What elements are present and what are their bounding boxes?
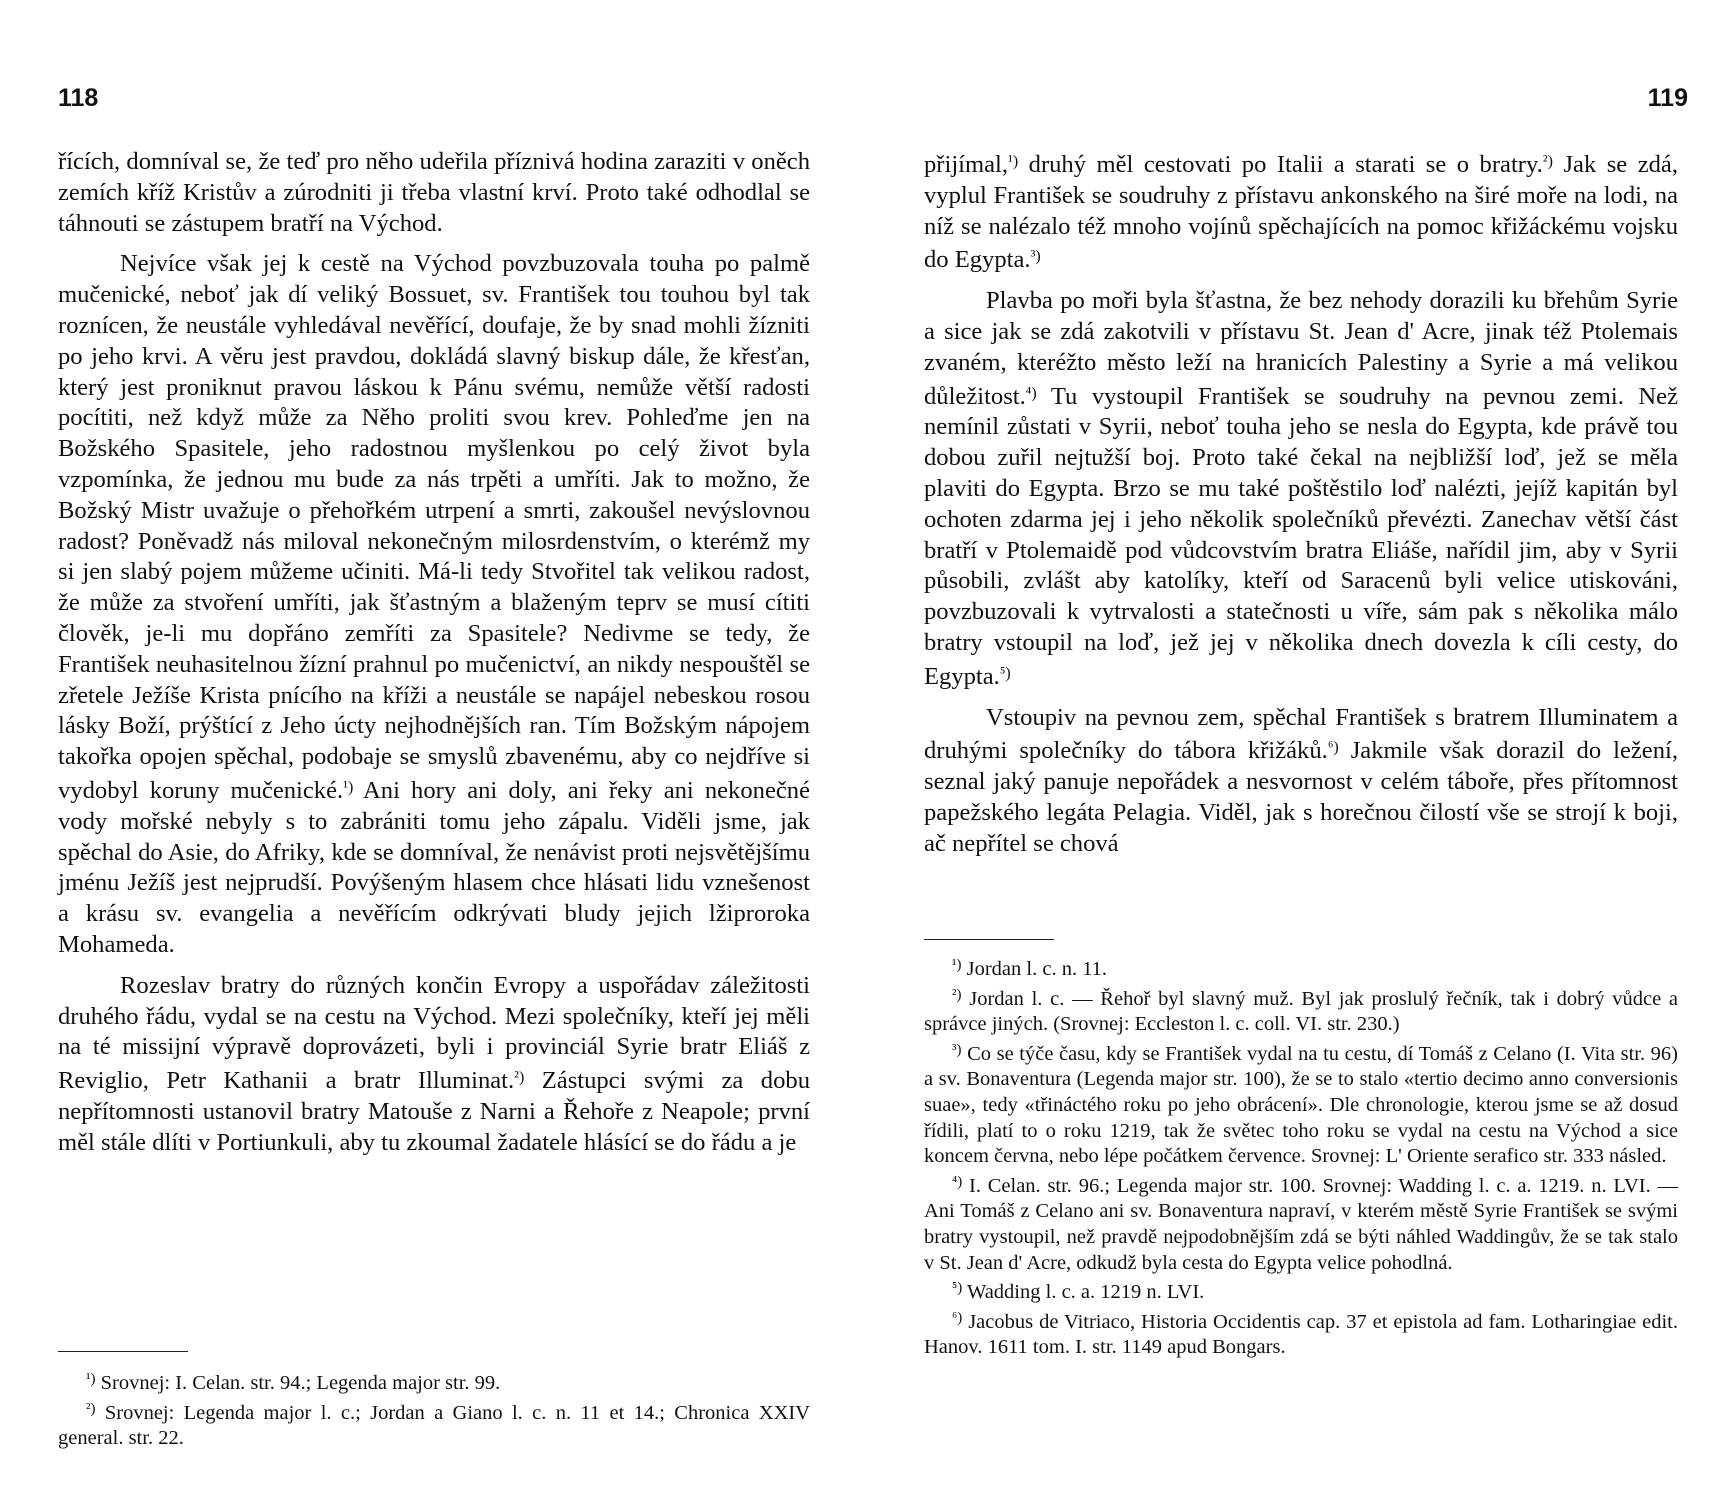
footnote-mark: ¹) <box>952 957 962 973</box>
footnote-ref: ¹) <box>1008 153 1019 170</box>
paragraph-text: Tu vystoupil František se soudruhy na pevnou zemi. Než nemínil zůstati v Syrii, neboť touha jeho se nesla do Egypta, kde právě tou dobou zuřil nejtužší boj. Proto také čekal na nejbližší loď, jež se měla plaviti do Egypta. Brzo se mu také poštěstilo loď nalézti, jejíž kapitán byl ochoten zdarma jej i jeho několik společníků převézti. Zanechav větší část bratří v Ptolemaidě pod vůdcovstvím bratra Eliáše, nařídil jim, aby v Syrii působili, zvlášt aby katolíky, kteří od Saracenů byli velice utiskováni, povzbuzovali k vytrvalosti a statečnosti u víře, sám pak s několika málo bratry vstoupil na loď, jež jej v několika dnech dovezla k cíli cesty, do Egypta. <box>924 382 1678 690</box>
footnote-text: Jacobus de Vitriaco, Historia Occidentis cap. 37 et epistola ad fam. Lotharingiae edit. Hanov. 1611 tom. I. str. 1149 apud Bongars. <box>924 1310 1678 1359</box>
footnote-ref: ²) <box>514 1069 525 1087</box>
footnote <box>924 1276 1678 1306</box>
footnote-mark: ³) <box>952 1041 962 1058</box>
footnote-mark: ²) <box>952 986 962 1003</box>
page-number: 119 <box>1647 84 1688 112</box>
page-number: 118 <box>58 84 99 112</box>
footnote-divider <box>924 939 1054 940</box>
footnote <box>924 1306 1678 1361</box>
paragraph-text: Nejvíce však jej k cestě na Východ povzbuzovala touha po palmě mučenické, neboť jak dí veliký Bossuet, sv. František tou touhou byl tak roznícen, že neustále vyhledával nevěřící, doufaje, že by snad mohli žízniti po jeho krvi. A věru jest pravdou, dokládá slavný biskup dále, že křesťan, který jest proniknut pravou láskou k Pánu svému, nemůže větší radosti pocítiti, než když může za Něho proliti svou krev. Pohleďme jen na Božského Spasitele, jeho radostnou myšlenkou po celý život byla vzpomínka, že jednou mu bude za nás trpěti a umříti. Jak to možno, že Božský Mistr uvažuje o přehořkém utrpení a smrti, zakoušel nevýslovnou radost? Poněvadž nás miloval nekonečným milosrdenstvím, o kterémž my si jen slabý pojem můžeme učiniti. Má-li tedy Stvořitel tak velikou radost, že může za stvoření umříti, jak šťastným a blaženým teprv se musí cítiti člověk, je-li mu dopřáno zemříti za Spasitele? Nedivme se tedy, že František neuhasitelnou žízní prahnul po mučenictví, an nikdy nespouštěl se zřetele Ježíše Krista pnícího na kříži a neustále se napájel nebeskou rosou lásky Boží, prýštící z Jeho úcty nejhodnějších ran. Tím Božským nápojem takořka opojen spěchal, podobaje se smyslů zbavenému, aby co nejdříve si vydobyl koruny mučenické. <box>58 250 810 804</box>
body-text <box>924 147 1678 860</box>
footnote <box>58 1367 810 1397</box>
paragraph-text: Zástupci svými za dobu nepřítomnosti ustanovil bratry Matouše z Narni a Řehoře z Neapole; první měl stále dlíti v Portiunkuli, aby tu zkoumal žadatele hlásící se do řádu a je <box>58 1067 810 1156</box>
footnote-mark: ¹) <box>86 1371 96 1387</box>
paragraph-text: Jak se zdá, vyplul František se soudruhy z přístavu ankonského na širé moře na lodi, na níž se nalézalo též mnoho vojínů spěchajících na pomoc křižáckému vojsku do Egypta. <box>924 151 1678 274</box>
paragraph <box>58 249 810 960</box>
footnote-text: Srovnej: Legenda major l. c.; Jordan a Giano l. c. n. 11 et 14.; Chronica XXIV general. str. 22. <box>58 1401 810 1450</box>
footnote <box>924 1170 1678 1276</box>
footnote <box>58 1397 810 1452</box>
footnote-mark: ⁵) <box>952 1280 963 1297</box>
footnote <box>924 1038 1678 1170</box>
footnote-text: Jordan l. c. — Řehoř byl slavný muž. Byl jak proslulý řečník, tak i dobrý vůdce a správce jiných. (Srovnej: Eccleston l. c. coll. VI. str. 230.) <box>924 987 1679 1036</box>
body-text <box>58 147 810 1159</box>
paragraph-text: Jakmile však dorazil do ležení, seznal jaký panuje nepořádek a nesvornost v celém táboře, přes přítomnost papežského legáta Pelagia. Viděl, jak s horečnou čilostí vše se strojí k boji, ač nepřítel se chová <box>924 737 1678 857</box>
footnote-ref: ²) <box>1542 153 1553 170</box>
footnote-text: Wadding l. c. a. 1219 n. LVI. <box>967 1281 1205 1304</box>
paragraph <box>924 147 1678 276</box>
paragraph-text: Vstoupiv na pevnou zem, spěchal František s bratrem Illuminatem a druhými společníky do tábora křižáků. <box>924 703 1678 765</box>
footnotes <box>58 1367 810 1452</box>
footnote-mark: ⁶) <box>952 1309 963 1326</box>
paragraph-text: Ani hory ani doly, ani řeky ani nekonečné vody mořské nebyly s to zabrániti tomu jeho zápalu. Viděli jsme, jak spěchal do Asie, do Afriky, kde se domníval, že nenávist proti nejsvětějšímu jménu Ježíš jest nejprudší. Povýšeným hlasem chce hlásati lidu vznešenost a krásu sv. evangelia a nevěřícím odkrývati bludy jejich lžiproroka Mohameda. <box>58 776 810 958</box>
paragraph <box>924 703 1678 860</box>
footnotes <box>924 953 1678 1361</box>
footnote-ref: ⁴) <box>1025 384 1037 402</box>
footnote <box>924 953 1678 983</box>
paragraph <box>58 971 810 1159</box>
footnote-text: Jordan l. c. n. 11. <box>966 958 1108 980</box>
footnote-ref: ⁶) <box>1327 739 1339 757</box>
footnote-ref: ¹) <box>343 778 354 796</box>
paragraph: řících, domníval se, že teď pro něho udeřila příznivá hodina zaraziti v oněch zemích kříž Kristův a zúrodniti ji třeba vlastní krví. Proto také odhodlal se táhnouti se zástupem bratří na Východ. <box>58 148 810 237</box>
paragraph <box>924 286 1678 692</box>
footnote-text: Srovnej: I. Celan. str. 94.; Legenda major str. 99. <box>100 1372 501 1394</box>
paragraph-text: druhý měl cestovati po Italii a starati se o bratry. <box>1028 151 1543 178</box>
footnote-ref: ⁵) <box>999 664 1011 682</box>
footnote-text: Co se týče času, kdy se František vydal na tu cestu, dí Tomáš z Celano (I. Vita str. 96) a sv. Bonaventura (Legenda major str. 100), že se to stalo «tertio decimo anno conversionis suae», tedy «třináctého roku po jeho obrácení». Dle chronologie, kterou jsme se až dosud řídili, platí to o roku 1219, tak že světec toho roku se vydal na cestu na Východ a sice koncem června, nebo lépe počátkem července. Srovnej: L' Oriente serafico str. 333 násled. <box>924 1042 1679 1168</box>
footnote <box>924 983 1678 1038</box>
paragraph-text: Plavba po moři byla šťastna, že bez nehody dorazili ku břehům Syrie a sice jak se zdá zakotvili v přístavu St. Jean d' Acre, jinak též Ptolemais zvaném, kteréžto město leží na hranicích Palestiny a Syrie a má velikou důležitost. <box>924 287 1678 410</box>
footnote-divider <box>58 1351 188 1352</box>
footnote-mark: ⁴) <box>952 1173 963 1190</box>
right-page <box>868 0 1736 1500</box>
footnote-mark: ²) <box>86 1400 96 1417</box>
paragraph-text: Rozeslav bratry do různých končin Evropy a uspořádav záležitosti druhého řádu, vydal se na cestu na Východ. Mezi společníky, kteří jej měli na té missijní výpravě doprovázeti, byli i provinciál Syrie bratr Eliáš z Reviglio, Petr Kathanii a bratr Illuminat. <box>58 971 810 1095</box>
paragraph-text: přijímal, <box>924 151 1009 178</box>
footnote-text: I. Celan. str. 96.; Legenda major str. 100. Srovnej: Wadding l. c. a. 1219. n. LVI. — Ani Tomáš z Celano ani sv. Bonaventura napraví, v kterém městě Syrie František se svými bratry vystoupil, než pravdě nejpodobnějším zdá se býti náhled Waddingův, že se tak stalo v St. Jean d' Acre, odkudž byla cesta do Egypta velice pohodlná. <box>924 1174 1679 1274</box>
footnote-ref: ³) <box>1030 248 1041 266</box>
